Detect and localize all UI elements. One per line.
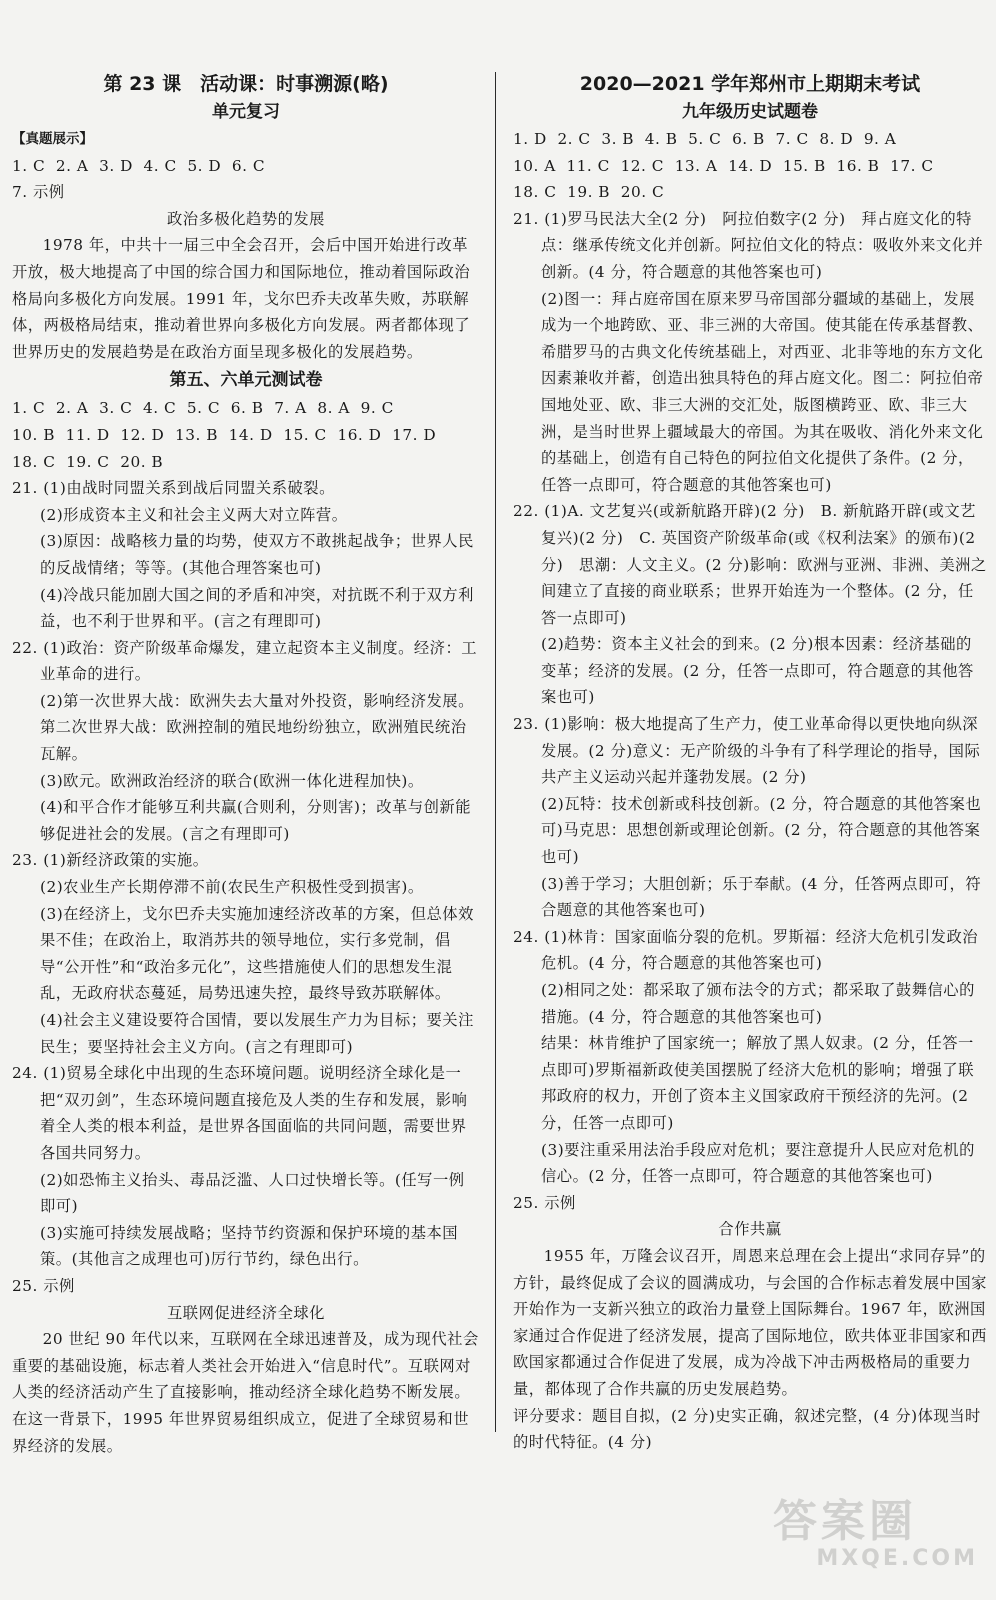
essay-body: 20 世纪 90 年代以来，互联网在全球迅速普及，成为现代社会重要的基础设施，标志着人类社会开始进入“信息时代”。互联网对人类的经济活动产生了直接影响，推动经济全球化趋势不断发展。在这一背景下，1995 年世界贸易组织成立，促进了全球贸易和世界经济的发展。 xyxy=(12,1330,479,1455)
answer-line: 10. B 11. D 12. D 13. B 14. D 15. C 16. D 17. D xyxy=(12,425,437,444)
column-divider xyxy=(495,72,496,1432)
answer-line: 18. C 19. B 20. C xyxy=(513,183,665,202)
question-22-part: (3)欧元。欧洲政治经济的联合(欧洲一体化进程加快)。 xyxy=(40,771,424,790)
question-21-part: (4)冷战只能加剧大国之间的矛盾和冲突，对抗既不利于双方利益，也不利于世界和平。(言之有理即可) xyxy=(40,585,474,631)
question-24-part: (3)要注重采用法治手段应对危机；要注意提升人民应对危机的信心。(2 分，任答一点即可，符合题意的其他答案也可) xyxy=(541,1140,975,1186)
answer-line: 7. 示例 xyxy=(12,183,65,202)
question-21-part: (2)图一：拜占庭帝国在原来罗马帝国部分疆域的基础上，发展成为一个地跨欧、亚、非三洲的大帝国。使其能在传承基督教、希腊罗马的古典文化传统基础上，对西亚、北非等地的东方文化因素兼收并蓄，创造出独具特色的拜占庭文化。图二：阿拉伯帝国地处亚、欧、非三大洲的交汇处，版图横跨亚、欧、非三大洲，是当时世界上疆域最大的帝国。为其在吸收、消化外来文化的基础上，创造有自己特色的阿拉伯文化提供了条件。(2 分，任答一点即可，符合题意的其他答案也可) xyxy=(541,289,984,494)
section-label: 【真题展示】 xyxy=(12,131,93,147)
test-title: 第五、六单元测试卷 xyxy=(169,370,323,391)
question-24-part: 24. (1)贸易全球化中出现的生态环境问题。说明经济全球化是一把“双刃剑”，生态环境问题直接危及人类的生存和发展，影响着全人类的根本利益，是世界各国面临的共同问题，需要世界各国共同努力。 xyxy=(12,1064,468,1162)
question-21-part: 21. (1)罗马民法大全(2 分) 阿拉伯数字(2 分) 拜占庭文化的特点：继承传统文化并创新。阿拉伯文化的特点：吸收外来文化并创新。(4 分，符合题意的其他答案也可) xyxy=(513,209,984,281)
question-22-part: (4)和平合作才能够互利共赢(合则利，分则害)；改革与创新能够促进社会的发展。(言之有理即可) xyxy=(40,798,472,843)
exam-title: 2020—2021 学年郑州市上期期末考试 xyxy=(579,73,921,95)
essay-title: 政治多极化趋势的发展 xyxy=(167,209,325,228)
answer-line: 1. D 2. C 3. B 4. B 5. C 6. B 7. C 8. D 9. A xyxy=(513,130,897,148)
question-23-part: 23. (1)新经济政策的实施。 xyxy=(12,851,209,870)
essay-title: 合作共赢 xyxy=(718,1220,782,1239)
right-column xyxy=(513,70,987,1456)
answer-line: 10. A 11. C 12. C 13. A 14. D 15. B 16. B 17. C xyxy=(513,156,934,175)
question-21-part: (2)形成资本主义和社会主义两大对立阵营。 xyxy=(40,505,348,524)
watermark-text: 答案圈 xyxy=(773,1496,917,1547)
question-22-part: 22. (1)政治：资产阶级革命爆发，建立起资本主义制度。经济：工业革命的进行。 xyxy=(12,638,478,684)
watermark-logo xyxy=(773,1498,978,1576)
question-25-label: 25. 示例 xyxy=(513,1193,576,1212)
question-25-label: 25. 示例 xyxy=(12,1276,75,1295)
question-24-part: 结果：林肯维护了国家统一；解放了黑人奴隶。(2 分，任答一点即可)罗斯福新政使美国摆脱了经济大危机的影响；增强了联邦政府的权力，开创了资本主义国家政府干预经济的先河。(2 分，任答一点即可) xyxy=(541,1034,974,1132)
question-23-part: 23. (1)影响：极大地提高了生产力，使工业革命得以更快地向纵深发展。(2 分)意义：无产阶级的斗争有了科学理论的指导，国际共产主义运动兴起并蓬勃发展。(2 分) xyxy=(513,715,981,787)
watermark-url: MXQE.COM xyxy=(816,1546,978,1571)
essay-body: 1978 年，中共十一届三中全会召开，会后中国开始进行改革开放，极大地提高了中国的综合国力和国际地位，推动着国际政治格局向多极化方向发展。1991 年，戈尔巴乔夫改革失败，苏联解体，两极格局结束，推动着世界向多极化方向发展。两者都体现了世界历史的发展趋势是在政治方面呈现多极化的发展趋势。 xyxy=(12,236,471,361)
question-21-part: (3)原因：战略核力量的均势，使双方不敢挑起战争；世界人民的反战情绪；等等。(其他合理答案也可) xyxy=(40,532,474,577)
question-22-part: 22. (1)A. 文艺复兴(或新航路开辟)(2 分) B. 新航路开辟(或文艺复兴)(2 分) C. 英国资产阶级革命(或《权利法案》的颁布)(2 分) 思潮：人文主义。(2 分)影响：欧洲与亚洲、非洲、美洲之间建立了直接的商业联系；世界开始连为一个整体。(2 分，任答一点即可) xyxy=(513,502,987,627)
lesson-title: 第 23 课 活动课：时事溯源(略) xyxy=(103,73,389,95)
answer-line: 18. C 19. C 20. B xyxy=(12,452,164,471)
question-23-part: (2)瓦特：技术创新或科技创新。(2 分，符合题意的其他答案也可)马克思：思想创新或理论创新。(2 分，符合题意的其他答案也可) xyxy=(541,794,982,867)
essay-body: 1955 年，万隆会议召开，周恩来总理在会上提出“求同存异”的方针，最终促成了会议的圆满成功，与会国的合作标志着发展中国家开始作为一支新兴独立的政治力量登上国际舞台。1967 年，欧洲国家通过合作促进了经济发展，提高了国际地位，欧共体亚非国家和西欧国家都通过合作促进了发展，成为冷战下冲击两极格局的重要力量，都体现了合作共赢的历史发展趋势。 xyxy=(513,1246,987,1398)
question-24-part: 24. (1)林肯：国家面临分裂的危机。罗斯福：经济大危机引发政治危机。(4 分，符合题意的其他答案也可) xyxy=(513,927,979,973)
question-22-part: (2)趋势：资本主义社会的到来。(2 分)根本因素：经济基础的变革；经济的发展。(2 分，任答一点即可，符合题意的其他答案也可) xyxy=(541,635,974,707)
question-21-part: 21. (1)由战时同盟关系到战后同盟关系破裂。 xyxy=(12,479,335,498)
question-22-part: (2)第一次世界大战：欧洲失去大量对外投资，影响经济发展。第二次世界大战：欧洲控制的殖民地纷纷独立，欧洲殖民统治瓦解。 xyxy=(40,691,474,764)
scoring-requirements: 评分要求：题目自拟，(2 分)史实正确，叙述完整，(4 分)体现当时的时代特征。(4 分) xyxy=(513,1406,981,1452)
answer-line: 1. C 2. A 3. D 4. C 5. D 6. C xyxy=(12,156,266,175)
question-23-part: (3)在经济上，戈尔巴乔夫实施加速经济改革的方案，但总体效果不佳；在政治上，取消苏共的领导地位，实行多党制，倡导“公开性”和“政治多元化”，这些措施使人们的思想发生混乱，无政府状态蔓延，局势迅速失控，最终导致苏联解体。 xyxy=(40,904,474,1003)
essay-title: 互联网促进经济全球化 xyxy=(167,1303,325,1322)
question-23-part: (4)社会主义建设要符合国情，要以发展生产力为目标；要关注民生；要坚持社会主义方向。(言之有理即可) xyxy=(40,1011,474,1056)
question-23-part: (2)农业生产长期停滞不前(农民生产积极性受到损害)。 xyxy=(40,878,424,897)
question-24-part: (2)相同之处：都采取了颁布法令的方式；都采取了鼓舞信心的措施。(4 分，符合题意的其他答案也可) xyxy=(541,981,975,1026)
exam-subtitle: 九年级历史试题卷 xyxy=(682,102,818,122)
answer-line: 1. C 2. A 3. C 4. C 5. C 6. B 7. A 8. A 9. C xyxy=(12,399,394,418)
question-24-part: (3)实施可持续发展战略；坚持节约资源和保护环境的基本国策。(其他言之成理也可)厉行节约，绿色出行。 xyxy=(40,1223,459,1269)
left-column xyxy=(12,70,480,1459)
unit-review-title: 单元复习 xyxy=(212,102,280,122)
question-23-part: (3)善于学习；大胆创新；乐于奉献。(4 分，任答两点即可，符合题意的其他答案也可) xyxy=(541,874,982,920)
question-24-part: (2)如恐怖主义抬头、毒品泛滥、人口过快增长等。(任写一例即可) xyxy=(40,1170,465,1216)
